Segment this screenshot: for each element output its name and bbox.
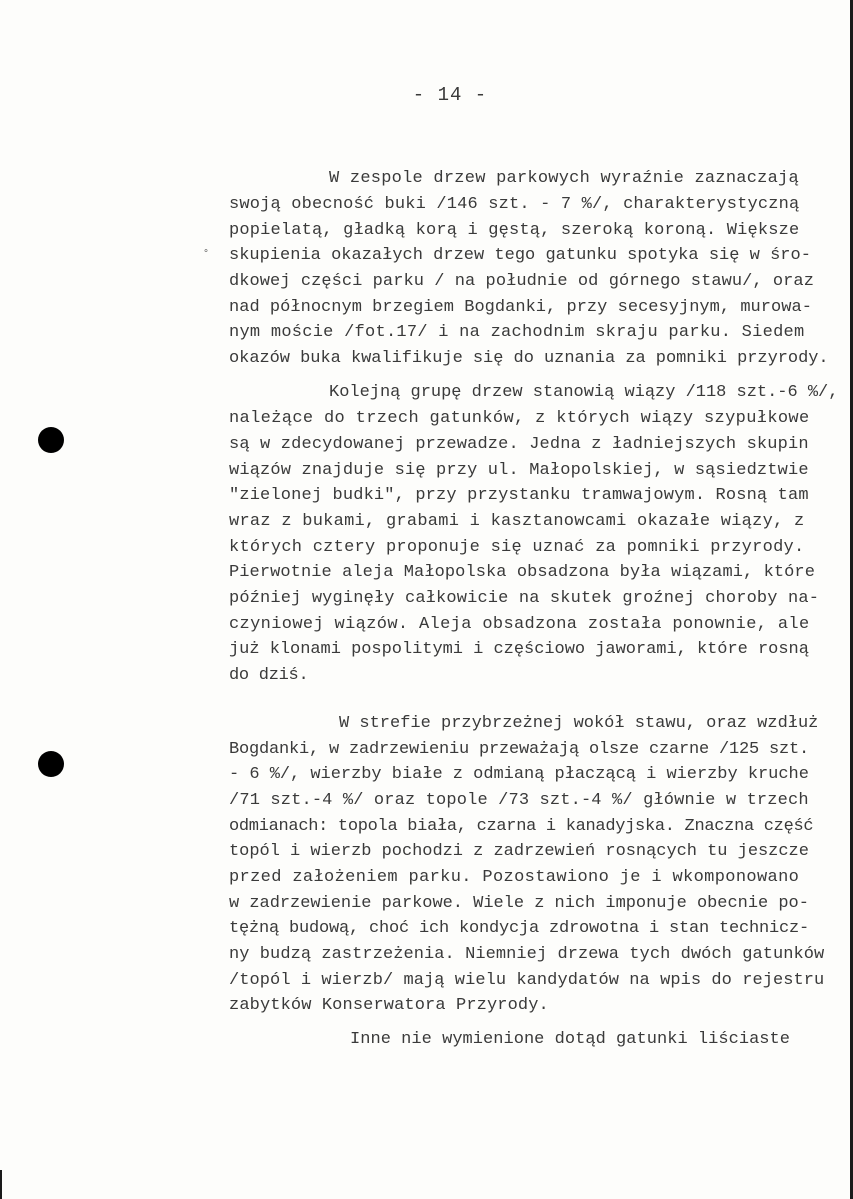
text-line: - 6 %/, wierzby białe z odmianą płaczącą i wierzby kruche	[229, 765, 809, 784]
text-line: Inne nie wymienione dotąd gatunki liściaste	[350, 1030, 791, 1049]
text-line: popielatą, gładką korą i gęstą, szeroką koroną. Większe	[229, 221, 800, 240]
text-line: wraz z bukami, grabami i kasztanowcami okazałe wiązy, z	[229, 512, 805, 531]
text-line: okazów buka kwalifikuje się do uznania za pomniki przyrody.	[229, 349, 829, 368]
text-line: Pierwotnie aleja Małopolska obsadzona była wiązami, które	[229, 563, 815, 582]
punch-hole-top	[38, 427, 64, 453]
text-line: do dziś.	[229, 666, 309, 685]
text-line: wiązów znajduje się przy ul. Małopolskiej, w sąsiedztwie	[229, 461, 809, 480]
text-line: w zadrzewienie parkowe. Wiele z nich imponuje obecnie po-	[229, 894, 809, 913]
text-line: później wyginęły całkowicie na skutek groźnej choroby na-	[229, 589, 820, 608]
text-line: ny budzą zastrzeżenia. Niemniej drzewa tych dwóch gatunków	[229, 945, 825, 964]
text-line: są w zdecydowanej przewadze. Jedna z ładniejszych skupin	[229, 435, 809, 454]
text-line: nym moście /fot.17/ i na zachodnim skraju parku. Siedem	[229, 323, 805, 342]
text-line: skupienia okazałych drzew tego gatunku spotyka się w śro-	[229, 246, 811, 265]
text-line: nad północnym brzegiem Bogdanki, przy secesyjnym, murowa-	[229, 298, 812, 317]
text-line: dkowej części parku / na południe od górnego stawu/, oraz	[229, 272, 814, 291]
text-line: topól i wierzb pochodzi z zadrzewień rosnących tu jeszcze	[229, 842, 809, 861]
text-line: /71 szt.-4 %/ oraz topole /73 szt.-4 %/ głównie w trzech	[229, 791, 809, 810]
punch-hole-bottom	[38, 751, 64, 777]
text-line: "zielonej budki", przy przystanku tramwajowym. Rosną tam	[229, 486, 809, 505]
text-line: W zespole drzew parkowych wyraźnie zaznaczają	[329, 169, 799, 188]
stray-mark: °	[203, 249, 210, 260]
text-line: Bogdanki, w zadrzewieniu przeważają olsze czarne /125 szt.	[229, 740, 810, 759]
text-line: Kolejną grupę drzew stanowią wiązy /118 szt.-6 %/,	[329, 383, 839, 402]
scan-edge-left	[0, 1170, 2, 1199]
page-number: - 14 -	[412, 84, 488, 106]
text-line: /topól i wierzb/ mają wielu kandydatów na wpis do rejestru	[229, 971, 825, 990]
text-line: odmianach: topola biała, czarna i kanadyjska. Znaczna część	[229, 817, 814, 836]
text-line: swoją obecność buki /146 szt. - 7 %/, charakterystyczną	[229, 195, 800, 214]
text-line: przed założeniem parku. Pozostawiono je i wkomponowano	[229, 868, 800, 887]
text-line: czyniowej wiązów. Aleja obsadzona została ponownie, ale	[229, 615, 810, 634]
text-line: których cztery proponuje się uznać za pomniki przyrody.	[229, 538, 805, 557]
text-line: W strefie przybrzeżnej wokół stawu, oraz wzdłuż	[339, 714, 819, 733]
text-line: należące do trzech gatunków, z których wiązy szypułkowe	[229, 409, 810, 428]
text-line: tężną budową, choć ich kondycja zdrowotna i stan technicz-	[229, 919, 810, 938]
text-line: zabytków Konserwatora Przyrody.	[229, 996, 549, 1015]
text-line: już klonami pospolitymi i częściowo jaworami, które rosną	[229, 640, 809, 659]
